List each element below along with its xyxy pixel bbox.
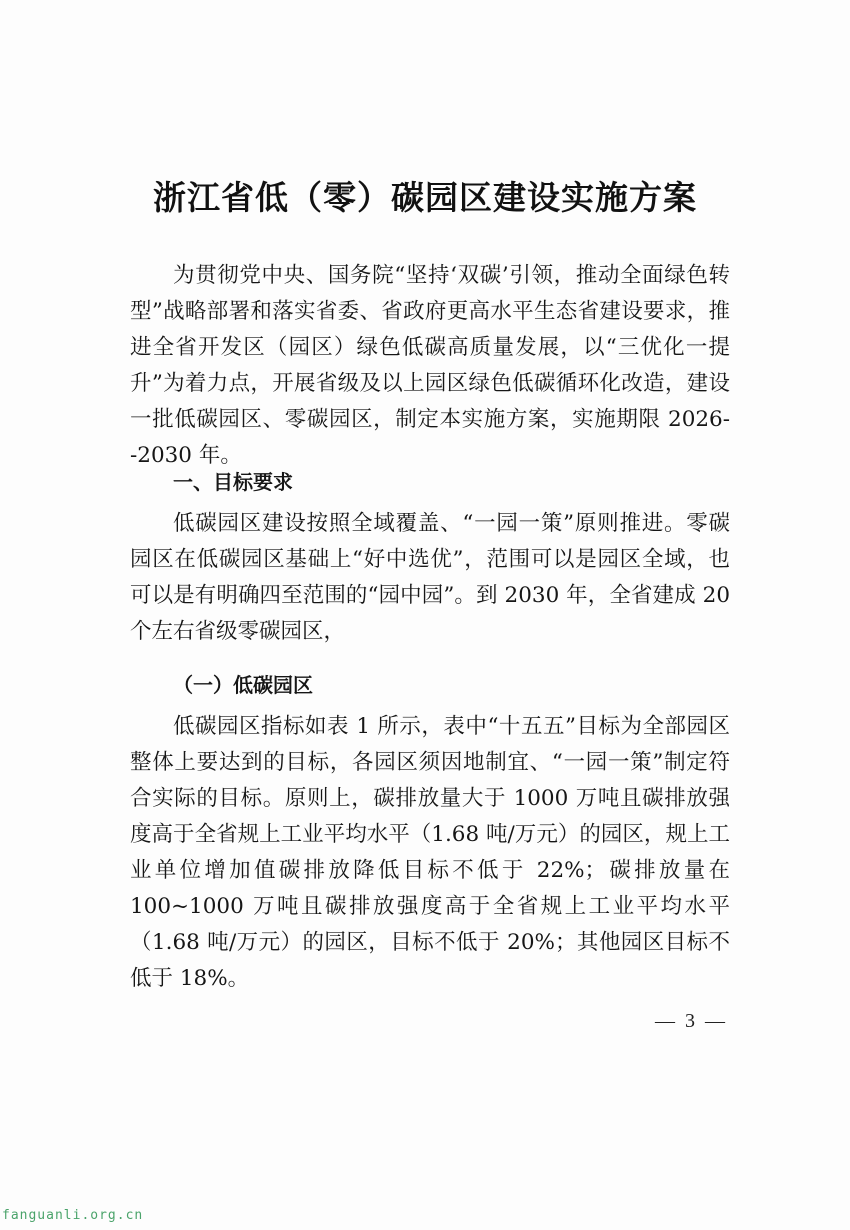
section-1-heading-block <box>130 464 730 500</box>
section-1-heading: 一、目标要求 <box>173 470 293 494</box>
subsection-1-heading-block <box>130 667 730 703</box>
intro-paragraph-block <box>130 258 730 474</box>
section-1-paragraph: 低碳园区建设按照全域覆盖、“一园一策”原则推进。零碳园区在低碳园区基础上“好中选优”，范围可以是园区全域，也可以是有明确四至范围的“园中园”。到 2030 年，全省建成 20 个左右省级零碳园区， <box>130 511 730 644</box>
subsection-1-paragraph-block <box>130 709 730 997</box>
page-number: — 3 — <box>655 1010 725 1032</box>
subsection-1-paragraph: 低碳园区指标如表 1 所示，表中“十五五”目标为全部园区整体上要达到的目标，各园区须因地制宜、“一园一策”制定符合实际的目标。原则上，碳排放量大于 1000 万吨且碳排放强度高于全省规上工业平均水平（1.68 吨/万元）的园区，规上工业单位增加值碳排放降低目标不低于 22%；碳排放量在 100~1000 万吨且碳排放强度高于全省规上工业平均水平（1.68 吨/万元）的园区，目标不低于 20%；其他园区目标不低于 18%。 <box>130 714 730 991</box>
site-watermark: fanguanli.org.cn <box>2 1208 144 1223</box>
intro-paragraph: 为贯彻党中央、国务院“坚持‘双碳’引领，推动全面绿色转型”战略部署和落实省委、省政府更高水平生态省建设要求，推进全省开发区（园区）绿色低碳高质量发展，以“三优化一提升”为着力点，开展省级及以上园区绿色低碳循环化改造，建设一批低碳园区、零碳园区，制定本实施方案，实施期限 2026--2030 年。 <box>130 263 730 468</box>
subsection-1-heading: （一）低碳园区 <box>173 673 313 697</box>
document-title: 浙江省低（零）碳园区建设实施方案 <box>153 178 697 217</box>
section-1-paragraph-block <box>130 506 730 650</box>
